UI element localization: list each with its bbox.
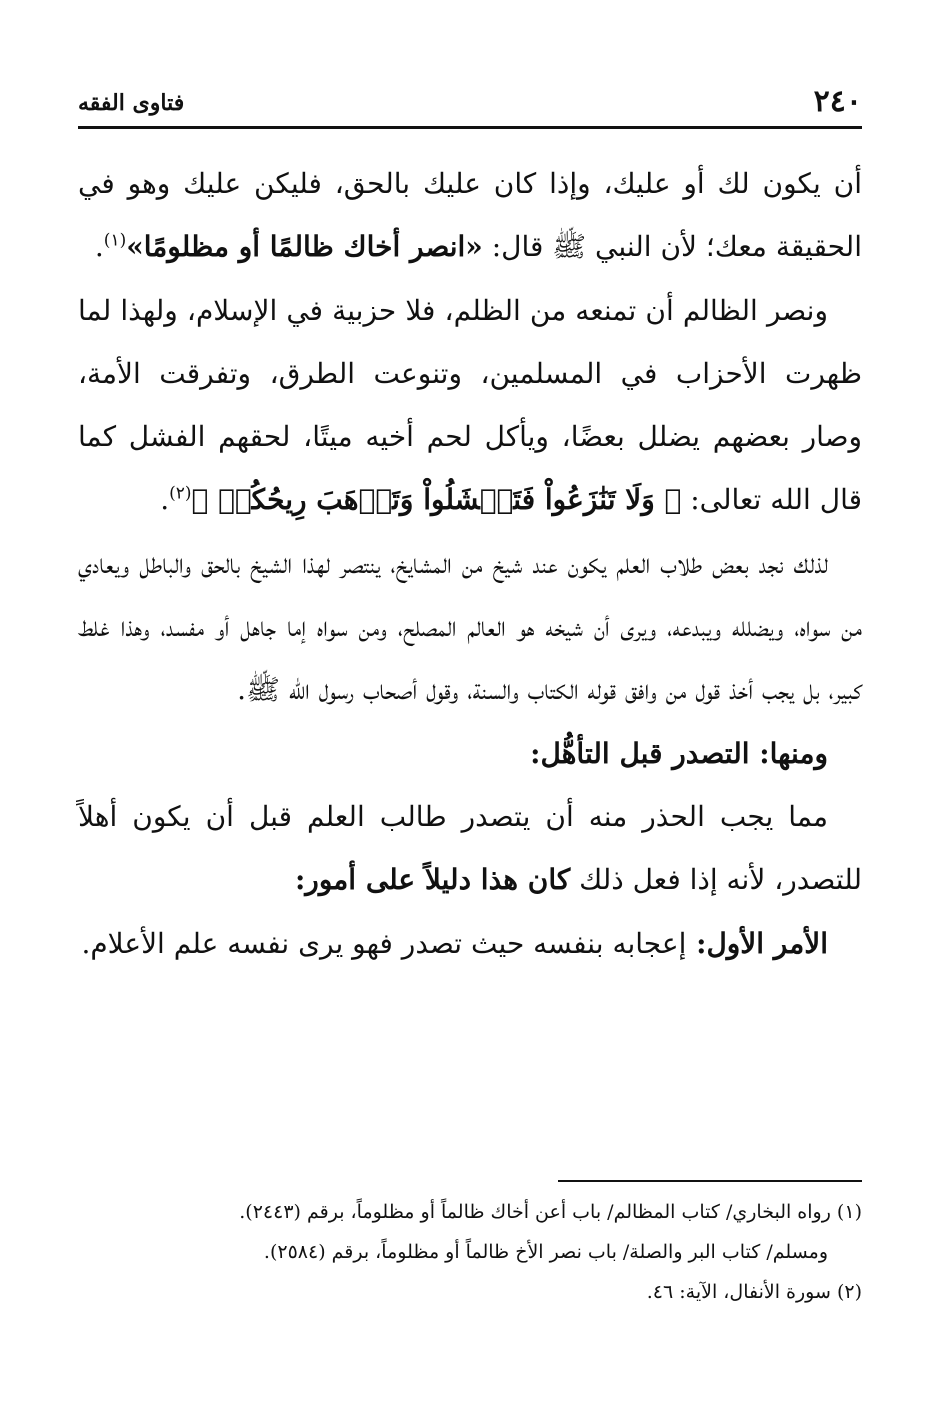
paragraph-4-text: مما يجب الحذر منه أن يتصدر طالب العلم قبل أن يكون أهلاً للتصدر، لأنه إذا فعل ذلك — [78, 799, 862, 897]
paragraph-4-bold: كان هذا دليلاً على أمور: — [294, 863, 571, 897]
paragraph-4 — [78, 785, 862, 912]
paragraph-5 — [78, 912, 862, 975]
paragraph-3: لذلك نجد بعض طلاب العلم يكون عند شيخ من المشايخ، ينتصر لهذا الشيخ بالحق والباطل ويعادي من سواه، ويضلله ويبدعه، ويرى أن شيخه هو العالم المصلح، ومن سواه إما جاهل أو مفسد، وهذا غلط كبير، بل يجب أخذ قول من وافق قوله الكتاب والسنة، وقول أصحاب رسول الله ﷺ. — [78, 546, 862, 707]
first-matter-label: الأمر الأول: — [686, 926, 828, 960]
running-title: فتاوى الفقه — [78, 90, 185, 116]
paragraph-1-end: . — [94, 230, 104, 264]
footnote-ref-1: (١) — [103, 230, 127, 251]
paragraph-5-text: إعجابه بنفسه حيث تصدر فهو يرى نفسه علم الأعلام. — [81, 926, 687, 960]
paragraph-2 — [78, 279, 862, 532]
footnote-ref-2: (٢) — [169, 484, 192, 505]
footnote-1-line-2: ومسلم/ كتاب البر والصلة/ باب نصر الأخ ظالماً أو مظلوماً، برقم (٢٥٨٤). — [263, 1241, 828, 1263]
hadith-quote: «انصر أخاك ظالمًا أو مظلومًا» — [126, 230, 483, 264]
paragraph-1-text: أن يكون لك أو عليك، وإذا كان عليك بالحق، فليكن عليك وهو في الحقيقة معك؛ لأن النبي ﷺ قال: — [78, 167, 862, 264]
page-header — [78, 84, 862, 124]
paragraph-1 — [78, 152, 862, 279]
footnote-2: (٢) سورة الأنفال، الآية: ٤٦. — [646, 1281, 862, 1303]
paragraph-2-end: . — [160, 483, 170, 517]
section-heading: ومنها: التصدر قبل التأهُّل: — [530, 736, 828, 770]
header-rule — [78, 126, 862, 129]
footnote-separator — [558, 1180, 862, 1182]
quran-verse: ﴿ وَلَا تَنَٰزَعُواْ فَتَفۡشَلُواْ وَتَذۡهَبَ رِيحُكُمۡ ﴾ — [191, 483, 682, 517]
paragraph-2-text: ونصر الظالم أن تمنعه من الظلم، فلا حزبية في الإسلام، ولهذا لما ظهرت الأحزاب في المسلمين، وتنوعت الطرق، وتفرقت الأمة، وصار بعضهم يضلل بعضًا، ويأكل لحم أخيه ميتًا، لحقهم الفشل كما قال الله تعالى: — [78, 293, 863, 517]
footnote-1-line-1: (١) رواه البخاري/ كتاب المظالم/ باب أعن أخاك ظالماً أو مظلوماً، برقم (٢٤٤٣). — [239, 1201, 862, 1223]
main-text — [78, 152, 862, 975]
page-number: ٢٤٠ — [813, 84, 862, 119]
footnotes — [78, 1192, 862, 1312]
